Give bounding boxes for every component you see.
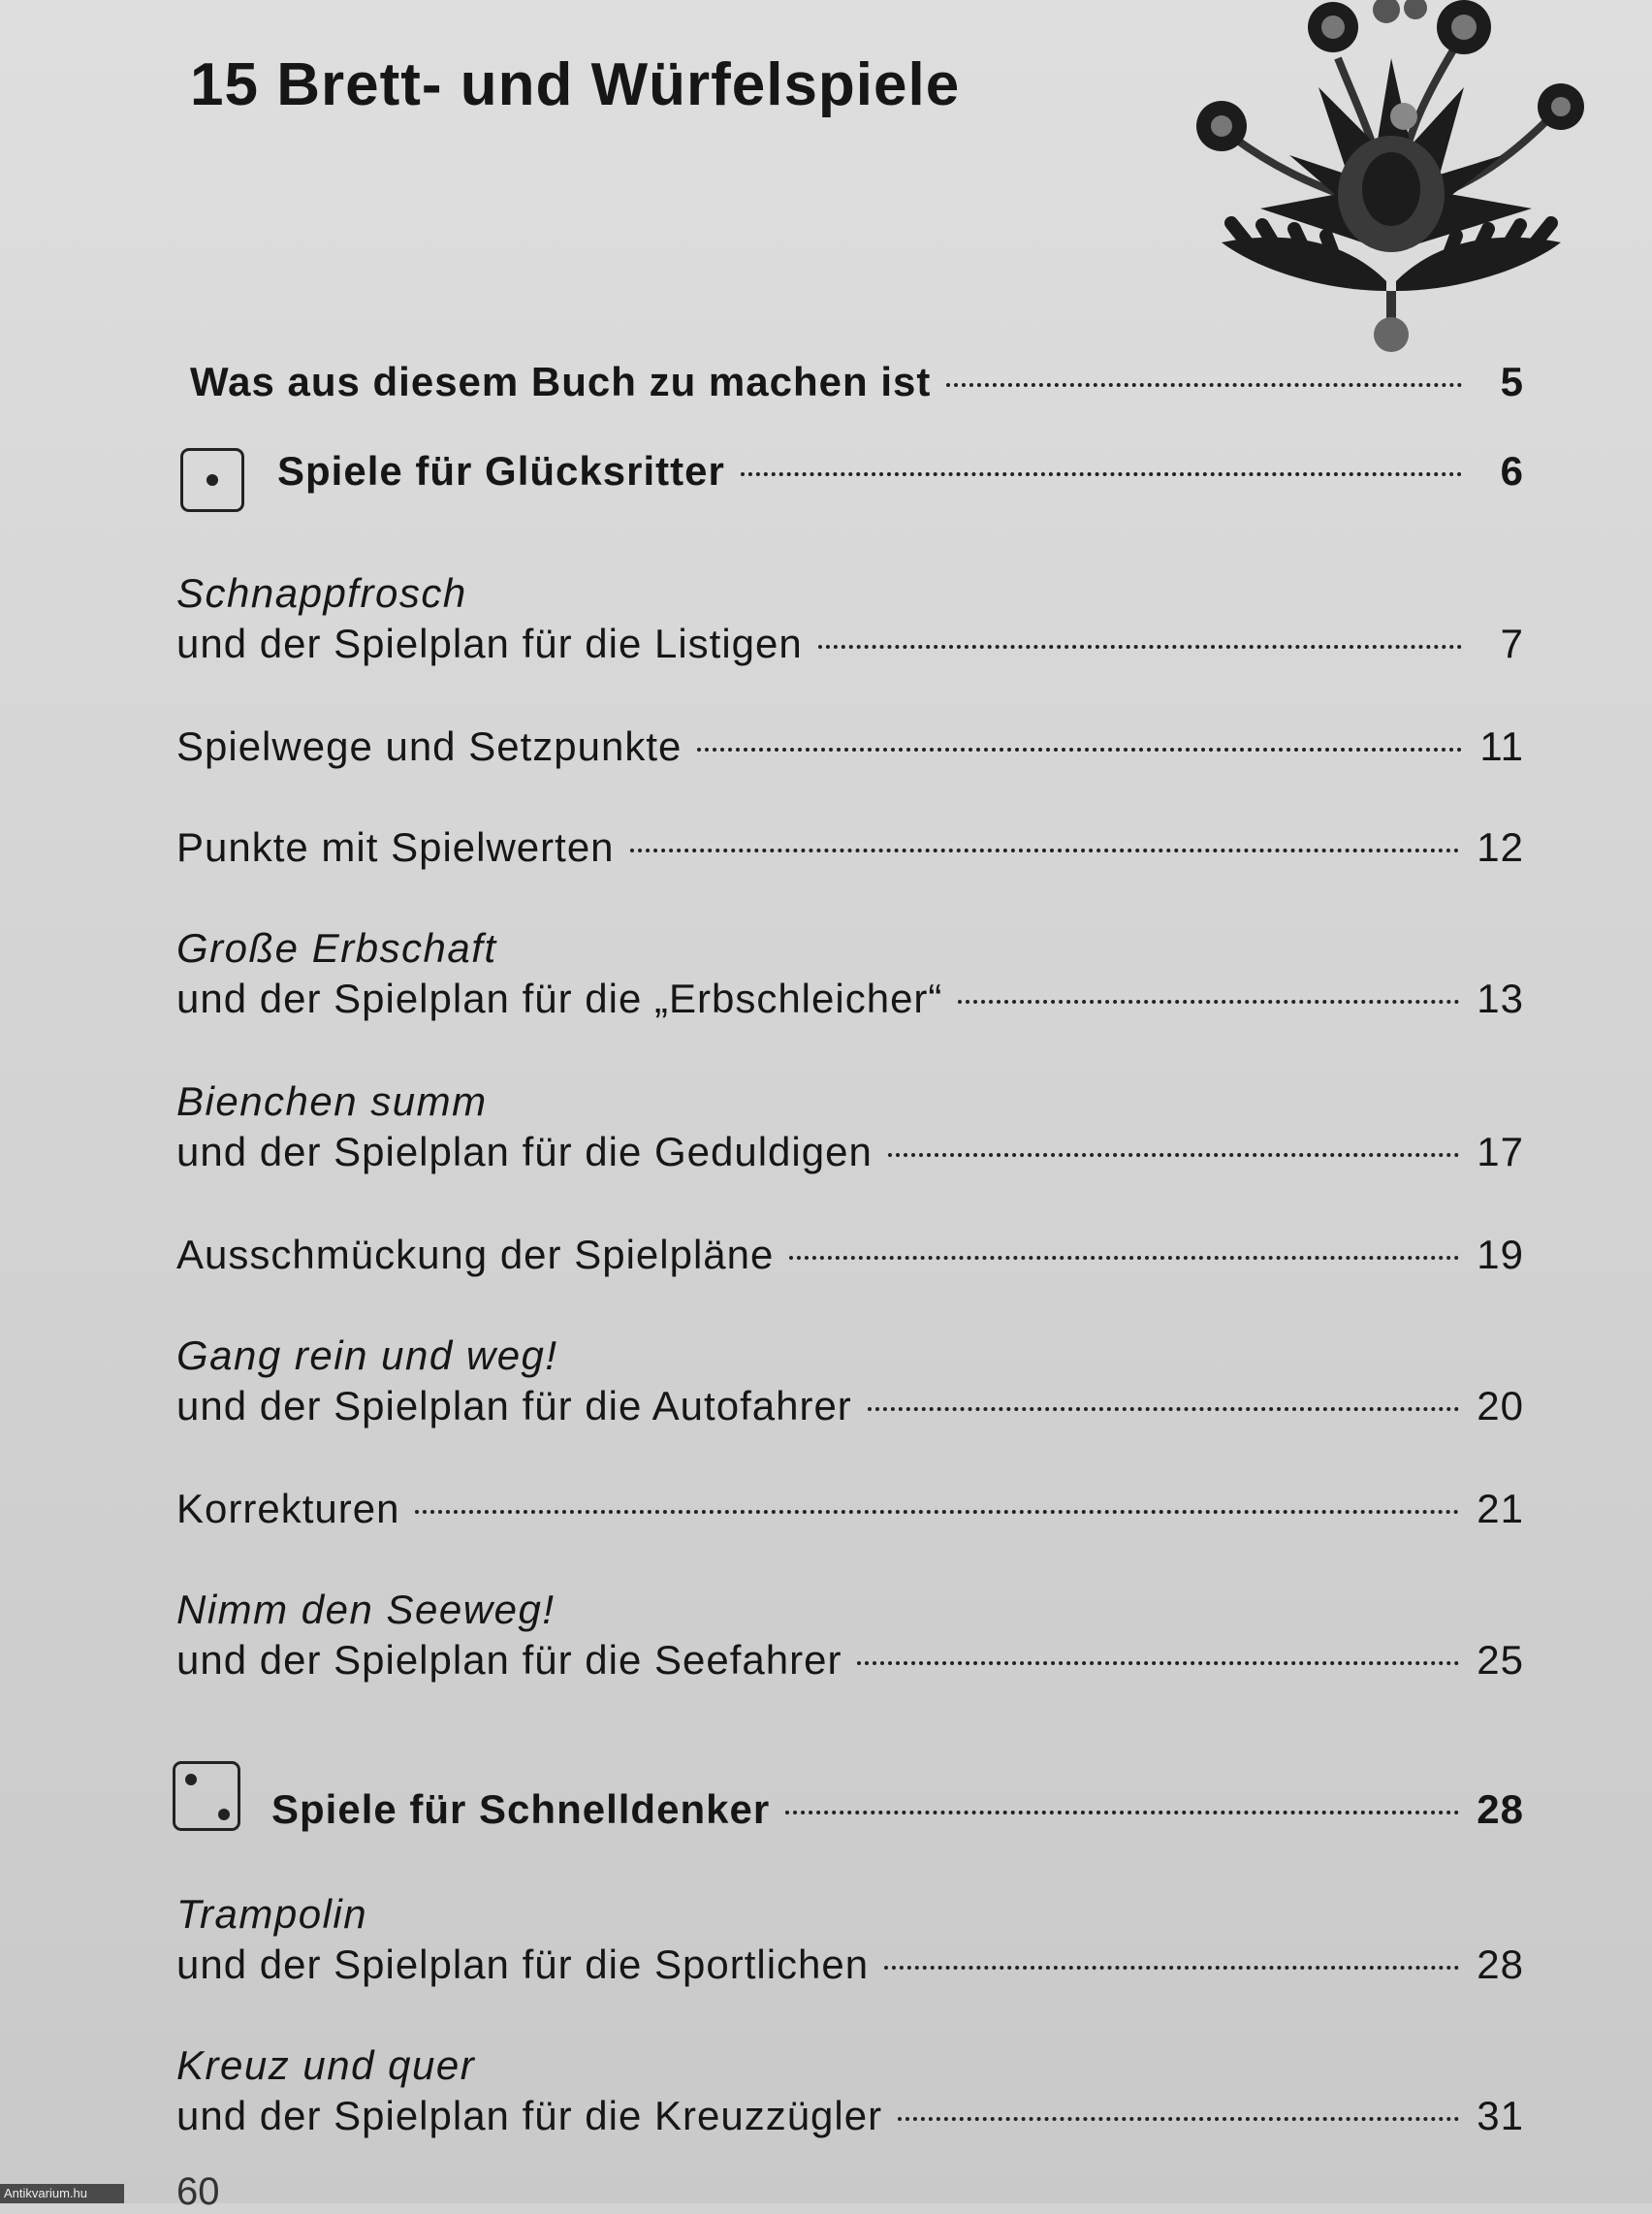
toc-entry-title: Schnappfrosch [176, 570, 467, 616]
toc-page-number: 25 [1477, 1637, 1524, 1683]
toc-page-number: 19 [1477, 1232, 1524, 1277]
toc-entry-label: und der Spielplan für die Kreuzzügler [176, 2093, 883, 2138]
dot-leader [818, 645, 1462, 649]
toc-entry[interactable] [176, 1078, 1524, 1175]
page-number: 60 [176, 2170, 220, 2213]
toc-entry[interactable] [176, 1332, 1524, 1429]
dot-leader [789, 1256, 1459, 1260]
toc-entry[interactable] [176, 2042, 1524, 2139]
watermark: Antikvarium.hu [0, 2184, 124, 2203]
toc-page-number: 7 [1500, 621, 1524, 666]
toc-entry[interactable] [176, 1891, 1524, 1988]
toc-entry-label: und der Spielplan für die Sportlichen [176, 1941, 870, 1987]
toc-entry-title: Kreuz und quer [176, 2042, 476, 2088]
toc-page-number: 21 [1477, 1486, 1524, 1531]
toc-entry[interactable] [176, 925, 1524, 1022]
toc-section-label: Spiele für Glücksritter [277, 448, 725, 494]
dot-leader [888, 1153, 1459, 1157]
dot-leader [884, 1966, 1459, 1970]
toc-entry-label: und der Spielplan für die Seefahrer [176, 1637, 842, 1683]
toc-entry[interactable] [176, 1232, 1524, 1278]
dot-leader [741, 472, 1462, 476]
toc-entry-label: Korrekturen [176, 1486, 400, 1531]
toc-entry[interactable] [176, 824, 1524, 871]
toc-page-number: 31 [1477, 2093, 1524, 2138]
dot-leader [958, 1000, 1459, 1004]
dot-leader [415, 1510, 1459, 1514]
die-face-one-icon [180, 448, 244, 512]
toc-page-number: 5 [1500, 359, 1524, 404]
dot-leader [785, 1811, 1459, 1814]
toc-entry[interactable] [176, 1587, 1524, 1684]
toc-entry-title: Nimm den Seeweg! [176, 1587, 556, 1632]
toc-page-number: 6 [1500, 448, 1524, 494]
toc-entry-label: und der Spielplan für die Autofahrer [176, 1383, 852, 1428]
toc-entry-title: Bienchen summ [176, 1078, 488, 1124]
die-face-two-icon [173, 1761, 240, 1831]
toc-section-glueckritter[interactable] [277, 448, 1524, 495]
toc-page-number: 20 [1477, 1383, 1524, 1428]
toc-page-number: 11 [1479, 723, 1524, 769]
toc-entry-title: Große Erbschaft [176, 925, 497, 971]
floral-ornament-icon [1144, 0, 1590, 369]
toc-page-number: 28 [1477, 1786, 1524, 1832]
toc-entry-title: Trampolin [176, 1891, 368, 1937]
toc-entry[interactable] [176, 723, 1524, 770]
dot-leader [857, 1661, 1459, 1665]
page-title: 15 Brett- und Würfelspiele [190, 51, 961, 118]
toc-section-label: Spiele für Schnelldenker [271, 1786, 771, 1832]
toc-section-schnelldenker[interactable] [271, 1786, 1524, 1833]
toc-entry-label: Spielwege und Setzpunkte [176, 723, 683, 769]
toc-entry-label: Was aus diesem Buch zu machen ist [190, 359, 932, 404]
toc-entry[interactable] [176, 1486, 1524, 1532]
toc-entry-label: Ausschmückung der Spielpläne [176, 1232, 775, 1277]
toc-entry-label: und der Spielplan für die Listigen [176, 621, 803, 666]
dot-leader [630, 849, 1460, 852]
toc-entry-label: Punkte mit Spielwerten [176, 824, 615, 870]
dot-leader [898, 2117, 1459, 2121]
toc-page-number: 13 [1477, 976, 1524, 1021]
toc-page-number: 12 [1477, 824, 1524, 870]
toc-page-number: 17 [1477, 1129, 1524, 1174]
toc-entry-title: Gang rein und weg! [176, 1332, 558, 1378]
toc-entry-label: und der Spielplan für die „Erbschleicher“ [176, 976, 943, 1021]
toc-page-number: 28 [1477, 1941, 1524, 1987]
toc-entry[interactable] [176, 570, 1524, 667]
dot-leader [697, 748, 1462, 752]
dot-leader [868, 1407, 1459, 1411]
dot-leader [946, 383, 1462, 387]
toc-entry-intro[interactable] [190, 359, 1524, 405]
toc-entry-label: und der Spielplan für die Geduldigen [176, 1129, 873, 1174]
